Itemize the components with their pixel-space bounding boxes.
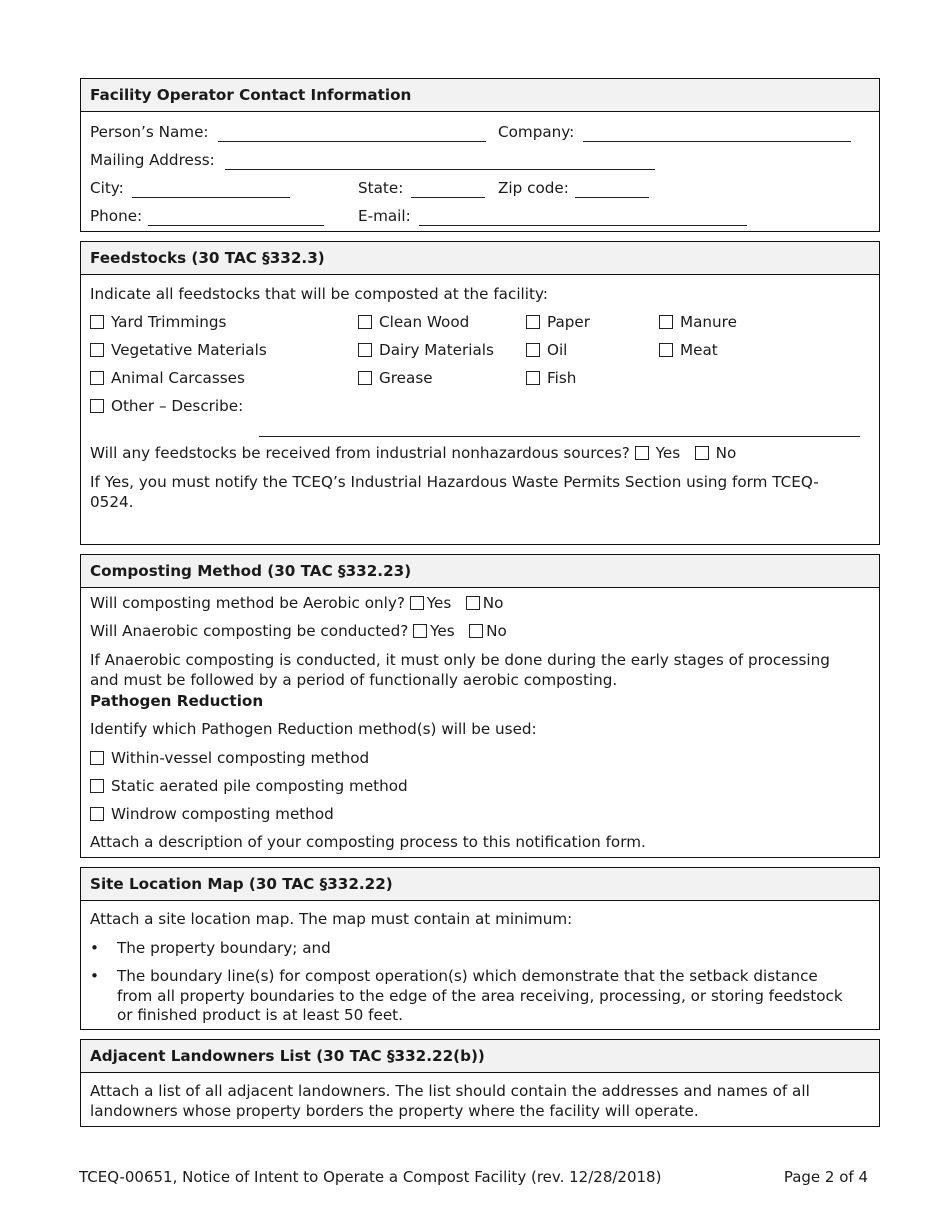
feedstock-paper[interactable]: Paper [526, 313, 590, 332]
feedstock-oil[interactable]: Oil [526, 341, 567, 360]
other-describe-field[interactable] [259, 436, 860, 437]
company-label: Company: [498, 123, 575, 141]
feedstock-clean-wood[interactable]: Clean Wood [358, 313, 469, 332]
feedstock-yard-trimmings[interactable]: Yard Trimmings [90, 313, 226, 332]
email-label: E-mail: [358, 207, 411, 225]
pathogen-static-pile[interactable]: Static aerated pile composting method [90, 777, 408, 796]
checkbox-icon[interactable] [90, 371, 104, 385]
industrial-question: Will any feedstocks be received from industrial nonhazardous sources? Yes No [90, 444, 737, 462]
map-section [80, 867, 880, 1030]
pathogen-windrow[interactable]: Windrow composting method [90, 805, 334, 824]
checkbox-icon[interactable] [526, 371, 540, 385]
checkbox-icon[interactable] [635, 446, 649, 460]
checkbox-icon[interactable] [90, 343, 104, 357]
checkbox-icon[interactable] [659, 343, 673, 357]
landowners-header: Adjacent Landowners List (30 TAC §332.22(b)) [81, 1040, 879, 1073]
checkbox-icon[interactable] [469, 624, 483, 638]
email-field[interactable] [419, 225, 747, 226]
address-field[interactable] [225, 169, 655, 170]
map-bullet-1: The property boundary; and [117, 939, 331, 957]
checkbox-icon[interactable] [358, 371, 372, 385]
name-label: Person’s Name: [90, 123, 209, 141]
anaerobic-question: Will Anaerobic composting be conducted? Yes No [90, 622, 507, 640]
checkbox-icon[interactable] [659, 315, 673, 329]
method-attach-note: Attach a description of your composting process to this notification form. [90, 833, 646, 851]
map-bullet-2: The boundary line(s) for compost operation(s) which demonstrate that the setback distance from all property boundaries to the edge of the area receiving, processing, or storing feedstock or finished product is at least 50 feet. [117, 967, 843, 1024]
method-section [80, 554, 880, 858]
checkbox-icon[interactable] [90, 751, 104, 765]
phone-field[interactable] [148, 225, 324, 226]
checkbox-icon[interactable] [358, 343, 372, 357]
feedstock-animal-carcasses[interactable]: Animal Carcasses [90, 369, 245, 388]
zip-field[interactable] [575, 197, 649, 198]
aerobic-question: Will composting method be Aerobic only? Yes No [90, 594, 504, 612]
feedstock-dairy[interactable]: Dairy Materials [358, 341, 494, 360]
city-field[interactable] [132, 197, 290, 198]
feedstock-fish[interactable]: Fish [526, 369, 576, 388]
feedstock-manure[interactable]: Manure [659, 313, 737, 332]
checkbox-icon[interactable] [90, 315, 104, 329]
anaerobic-note: If Anaerobic composting is conducted, it must only be done during the early stages of processing and must be followed by a period of functionally aerobic composting. [90, 651, 830, 689]
feedstock-meat[interactable]: Meat [659, 341, 718, 360]
industrial-notice: If Yes, you must notify the TCEQ’s Industrial Hazardous Waste Permits Section using form TCEQ-0524. [90, 473, 819, 511]
checkbox-icon[interactable] [90, 399, 104, 413]
pathogen-intro: Identify which Pathogen Reduction method(s) will be used: [90, 720, 537, 738]
footer-page-number: Page 2 of 4 [783, 1168, 868, 1186]
bullet-marker: • [90, 967, 99, 985]
city-label: City: [90, 179, 124, 197]
checkbox-icon[interactable] [526, 343, 540, 357]
map-intro: Attach a site location map. The map must contain at minimum: [90, 910, 573, 928]
feedstock-grease[interactable]: Grease [358, 369, 433, 388]
phone-label: Phone: [90, 207, 143, 225]
company-field[interactable] [583, 141, 851, 142]
zip-label: Zip code: [498, 179, 569, 197]
name-field[interactable] [218, 141, 486, 142]
feedstocks-section [80, 241, 880, 545]
pathogen-title: Pathogen Reduction [90, 692, 264, 710]
contact-header: Facility Operator Contact Information [81, 79, 879, 112]
bullet-marker: • [90, 939, 99, 957]
feedstock-vegetative[interactable]: Vegetative Materials [90, 341, 267, 360]
checkbox-icon[interactable] [410, 596, 424, 610]
footer-form-id: TCEQ-00651, Notice of Intent to Operate a Compost Facility (rev. 12/28/2018) [79, 1168, 662, 1186]
contact-section [80, 78, 880, 232]
state-field[interactable] [411, 197, 485, 198]
map-header: Site Location Map (30 TAC §332.22) [81, 868, 879, 901]
feedstocks-intro: Indicate all feedstocks that will be composted at the facility: [90, 285, 548, 303]
feedstocks-header: Feedstocks (30 TAC §332.3) [81, 242, 879, 275]
address-label: Mailing Address: [90, 151, 215, 169]
checkbox-icon[interactable] [526, 315, 540, 329]
checkbox-icon[interactable] [90, 779, 104, 793]
checkbox-icon[interactable] [466, 596, 480, 610]
checkbox-icon[interactable] [413, 624, 427, 638]
landowners-section [80, 1039, 880, 1127]
method-header: Composting Method (30 TAC §332.23) [81, 555, 879, 588]
state-label: State: [358, 179, 404, 197]
checkbox-icon[interactable] [358, 315, 372, 329]
pathogen-within-vessel[interactable]: Within-vessel composting method [90, 749, 369, 768]
landowners-text: Attach a list of all adjacent landowners. The list should contain the addresses and names of all landowners whose property borders the property where the facility will operate. [90, 1082, 810, 1120]
feedstock-other[interactable]: Other – Describe: [90, 397, 243, 416]
checkbox-icon[interactable] [695, 446, 709, 460]
checkbox-icon[interactable] [90, 807, 104, 821]
